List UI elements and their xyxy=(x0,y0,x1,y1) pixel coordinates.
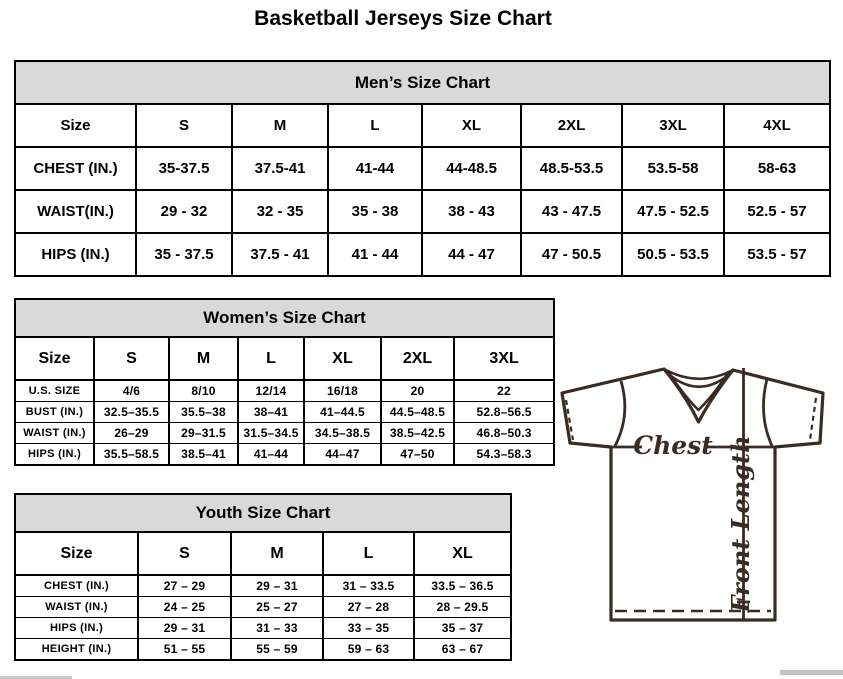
size-value-cell: 34.5–38.5 xyxy=(304,423,381,444)
size-value-cell: 44.5–48.5 xyxy=(381,402,454,423)
size-value-cell: 27 – 29 xyxy=(138,575,231,597)
size-value-cell: 31 – 33 xyxy=(231,618,323,639)
table-row xyxy=(15,402,554,423)
column-header: XL xyxy=(422,104,521,147)
size-value-cell: 31 – 33.5 xyxy=(323,575,414,597)
size-value-cell: 41-44 xyxy=(328,147,422,190)
size-value-cell: 37.5 - 41 xyxy=(232,233,328,276)
page-title: Basketball Jerseys Size Chart xyxy=(254,7,552,30)
size-value-cell: 38 - 43 xyxy=(422,190,521,233)
column-header: L xyxy=(328,104,422,147)
column-header: XL xyxy=(414,532,511,575)
column-header: S xyxy=(138,532,231,575)
size-value-cell: 31.5–34.5 xyxy=(238,423,304,444)
jersey-diagram-svg xyxy=(558,360,841,667)
size-value-cell: 47.5 - 52.5 xyxy=(622,190,724,233)
column-header: S xyxy=(94,337,169,380)
size-value-cell: 52.8–56.5 xyxy=(454,402,554,423)
column-header: 2XL xyxy=(521,104,622,147)
table-row xyxy=(15,618,511,639)
size-value-cell: 20 xyxy=(381,380,454,402)
size-value-cell: 63 – 67 xyxy=(414,639,511,661)
size-value-cell: 35-37.5 xyxy=(136,147,232,190)
column-header: S xyxy=(136,104,232,147)
size-value-cell: 58-63 xyxy=(724,147,830,190)
table-row xyxy=(15,233,830,276)
size-value-cell: 38.5–42.5 xyxy=(381,423,454,444)
size-value-cell: 37.5-41 xyxy=(232,147,328,190)
size-value-cell: 22 xyxy=(454,380,554,402)
row-label: HIPS (IN.) xyxy=(15,618,138,639)
column-header: M xyxy=(231,532,323,575)
size-value-cell: 27 – 28 xyxy=(323,597,414,618)
row-label: CHEST (IN.) xyxy=(15,147,136,190)
table-row xyxy=(15,190,830,233)
column-header: Size xyxy=(15,337,94,380)
row-label: WAIST(IN.) xyxy=(15,190,136,233)
size-value-cell: 52.5 - 57 xyxy=(724,190,830,233)
chest-label: Chest xyxy=(633,431,713,460)
row-label: WAIST (IN.) xyxy=(15,597,138,618)
table-row xyxy=(15,597,511,618)
size-value-cell: 53.5 - 57 xyxy=(724,233,830,276)
size-value-cell: 44–47 xyxy=(304,444,381,466)
womens-table-title: Women’s Size Chart xyxy=(15,299,554,337)
column-header: 2XL xyxy=(381,337,454,380)
size-value-cell: 32.5–35.5 xyxy=(94,402,169,423)
mens-table-title: Men’s Size Chart xyxy=(15,61,830,104)
size-value-cell: 48.5-53.5 xyxy=(521,147,622,190)
column-header: 4XL xyxy=(724,104,830,147)
table-row xyxy=(15,147,830,190)
size-value-cell: 33.5 – 36.5 xyxy=(414,575,511,597)
size-value-cell: 43 - 47.5 xyxy=(521,190,622,233)
size-value-cell: 47–50 xyxy=(381,444,454,466)
size-value-cell: 44-48.5 xyxy=(422,147,521,190)
womens-size-table xyxy=(14,298,555,466)
left-armhole-seam xyxy=(615,381,625,446)
size-value-cell: 50.5 - 53.5 xyxy=(622,233,724,276)
size-value-cell: 35 – 37 xyxy=(414,618,511,639)
row-label: HIPS (IN.) xyxy=(15,444,94,466)
size-value-cell: 46.8–50.3 xyxy=(454,423,554,444)
size-value-cell: 12/14 xyxy=(238,380,304,402)
scrollbar-fragment-right[interactable] xyxy=(780,670,843,675)
size-value-cell: 44 - 47 xyxy=(422,233,521,276)
row-label: HIPS (IN.) xyxy=(15,233,136,276)
youth-table-title: Youth Size Chart xyxy=(15,494,511,532)
column-header: Size xyxy=(15,532,138,575)
size-value-cell: 38–41 xyxy=(238,402,304,423)
column-header: L xyxy=(323,532,414,575)
column-header: L xyxy=(238,337,304,380)
column-header: 3XL xyxy=(454,337,554,380)
row-label: WAIST (IN.) xyxy=(15,423,94,444)
size-value-cell: 29–31.5 xyxy=(169,423,238,444)
column-header: XL xyxy=(304,337,381,380)
right-armhole-seam xyxy=(763,379,772,446)
size-value-cell: 29 – 31 xyxy=(231,575,323,597)
size-value-cell: 35.5–38 xyxy=(169,402,238,423)
size-value-cell: 29 - 32 xyxy=(136,190,232,233)
size-value-cell: 35 - 38 xyxy=(328,190,422,233)
size-value-cell: 47 - 50.5 xyxy=(521,233,622,276)
size-value-cell: 4/6 xyxy=(94,380,169,402)
row-label: CHEST (IN.) xyxy=(15,575,138,597)
column-header: Size xyxy=(15,104,136,147)
row-label: BUST (IN.) xyxy=(15,402,94,423)
size-value-cell: 24 – 25 xyxy=(138,597,231,618)
table-row xyxy=(15,380,554,402)
size-value-cell: 8/10 xyxy=(169,380,238,402)
row-label: U.S. SIZE xyxy=(15,380,94,402)
size-value-cell: 38.5–41 xyxy=(169,444,238,466)
right-sleeve-dashed-line xyxy=(810,398,816,440)
size-value-cell: 16/18 xyxy=(304,380,381,402)
table-row xyxy=(15,444,554,466)
size-value-cell: 25 – 27 xyxy=(231,597,323,618)
size-value-cell: 26–29 xyxy=(94,423,169,444)
size-value-cell: 41–44.5 xyxy=(304,402,381,423)
mens-size-table xyxy=(14,60,831,277)
size-value-cell: 41–44 xyxy=(238,444,304,466)
size-value-cell: 59 – 63 xyxy=(323,639,414,661)
size-value-cell: 33 – 35 xyxy=(323,618,414,639)
size-value-cell: 35.5–58.5 xyxy=(94,444,169,466)
size-value-cell: 32 - 35 xyxy=(232,190,328,233)
row-label: HEIGHT (IN.) xyxy=(15,639,138,661)
size-value-cell: 35 - 37.5 xyxy=(136,233,232,276)
jersey-measurement-diagram xyxy=(558,360,841,667)
size-value-cell: 53.5-58 xyxy=(622,147,724,190)
size-value-cell: 54.3–58.3 xyxy=(454,444,554,466)
size-value-cell: 55 – 59 xyxy=(231,639,323,661)
column-header: M xyxy=(232,104,328,147)
column-header: 3XL xyxy=(622,104,724,147)
size-value-cell: 28 – 29.5 xyxy=(414,597,511,618)
table-row xyxy=(15,575,511,597)
column-header: M xyxy=(169,337,238,380)
youth-size-table xyxy=(14,493,512,661)
size-value-cell: 41 - 44 xyxy=(328,233,422,276)
size-value-cell: 51 – 55 xyxy=(138,639,231,661)
size-value-cell: 29 – 31 xyxy=(138,618,231,639)
table-row xyxy=(15,639,511,661)
table-row xyxy=(15,423,554,444)
front-length-label: Front Length xyxy=(726,435,755,613)
jersey-outline xyxy=(562,369,823,620)
